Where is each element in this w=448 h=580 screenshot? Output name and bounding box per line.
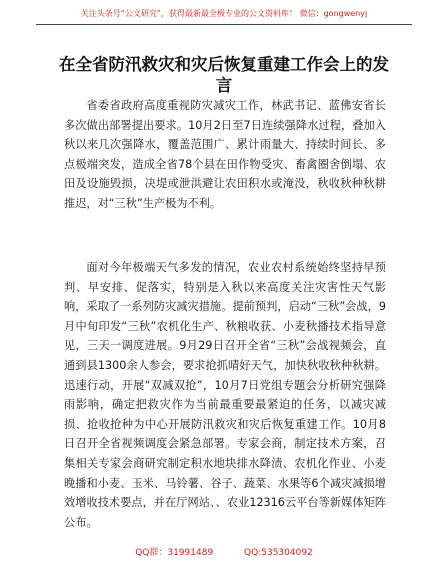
body-paragraph-1: 省委省政府高度重视防灾减灾工作，林武书记、蓝佛安省长多次做出部署提出要求。10月2日至7日连续强降水过程，叠加入秋以来几次强降水，覆盖范围广、累计雨量大、持续时间长、多点极端突发，造成全省78个县在田作物受灾、畜禽圈舍倒塌、农田及设施毁损，决堤或泄洪避让农田积水或淹没，秋收秋种秋耕推迟，对“三秋”生产极为不利。 (64, 99, 386, 210)
body-paragraph-2: 面对今年极端天气多发的情况，农业农村系统始终坚持早预判、早安排、促落实，特别是入秋以来高度关注灾害性天气影响，采取了一系列防灾减灾措施。提前预判，启动“三秋”会战，9月中旬印发“三秋”农机化生产、秋粮收获、小麦秋播技术指导意见，三天一调度进展。9月29日召开全省“三秋”会战视频会，直通到县1300余人参会，要求抢抓晴好天气，加快秋收秋种秋耕。迅速行动，开展“双减双抢”，10月7日党组专题会分析研究强降雨影响，确定把救灾作为当前最重要最紧迫的任务，以减灾减损、抢收抢种为中心开展防汛救灾和灾后恢复重建工作。10月8日召开全省视频调度会紧急部署。专家会商，制定技术方案，召集相关专家会商研究制定积水地块排水降渍、农机化作业、小麦晚播和小麦、玉米、马铃薯、谷子、蔬菜、水果等6个减灾减损增效增收技术要点，并在厅网站、、农业12316云平台等新媒体矩阵公布。 (64, 261, 386, 529)
header-divider (36, 24, 412, 25)
footer-contacts (0, 545, 448, 558)
document-title: 在全省防汛救灾和灾后恢复重建工作会上的发言 (59, 55, 389, 95)
header-banner: 关注头条号“公文研究”，获得最新最全极专业的公文资料库！ 微信：gongwenyj (80, 9, 368, 18)
footer-qq-group: QQ群：31991489 (135, 548, 214, 558)
footer-qq: QQ:535304092 (244, 548, 313, 558)
